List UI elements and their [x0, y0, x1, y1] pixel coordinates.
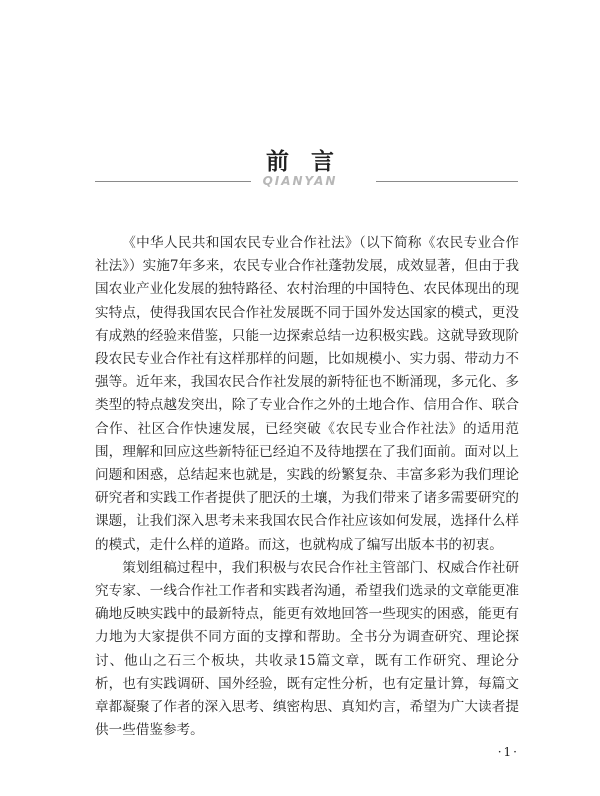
- paragraph-1: 《中华人民共和国农民专业合作社法》（以下简称《农民专业合作社法》）实施7年多来，农民专业合作社蓬勃发展，成效显著，但由于我国农业产业化发展的独特路径、农村治理的中国特色、农民体现出的现实特点，使得我国农民合作社发展既不同于国外发达国家的模式，更没有成熟的经验来借鉴，只能一边探索总结一边积极实践。这就导致现阶段农民专业合作社有这样那样的问题，比如规模小、实力弱、带动力不强等。近年来，我国农民合作社发展的新特征也不断涌现，多元化、多类型的特点越发突出，除了专业合作之外的土地合作、信用合作、联合合作、社区合作快速发展，已经突破《农民专业合作社法》的适用范围，理解和回应这些新特征已经迫不及待地摆在了我们面前。面对以上问题和困惑，总结起来也就是，实践的纷繁复杂、丰富多彩为我们理论研究者和实践工作者提供了肥沃的土壤，为我们带来了诸多需要研究的课题，让我们深入思考未来我国农民合作社应该如何发展，选择什么样的模式，走什么样的道路。而这，也就构成了编写出版本书的初衷。: [95, 235, 519, 553]
- page-subtitle: QIANYAN: [262, 174, 338, 188]
- body-text: [95, 232, 519, 742]
- paragraph-2: 策划组稿过程中，我们积极与农民合作社主管部门、权威合作社研究专家、一线合作社工作者和实践者沟通，希望我们选录的文章能更准确地反映实践中的最新特点，能更有效地回答一些现实的困惑，能更有力地为大家提供不同方面的支撑和帮助。全书分为调查研究、理论探讨、他山之石三个板块，共收录15篇文章，既有工作研究、理论分析，也有实践调研、国外经验，既有定性分析，也有定量计算，每篇文章都凝聚了作者的深入思考、缜密构思、真知灼言，希望为广大读者提供一些借鉴参考。: [95, 559, 519, 739]
- title-block: [0, 148, 600, 198]
- page-number: ·1·: [497, 745, 519, 759]
- page-title: 前言: [266, 148, 356, 175]
